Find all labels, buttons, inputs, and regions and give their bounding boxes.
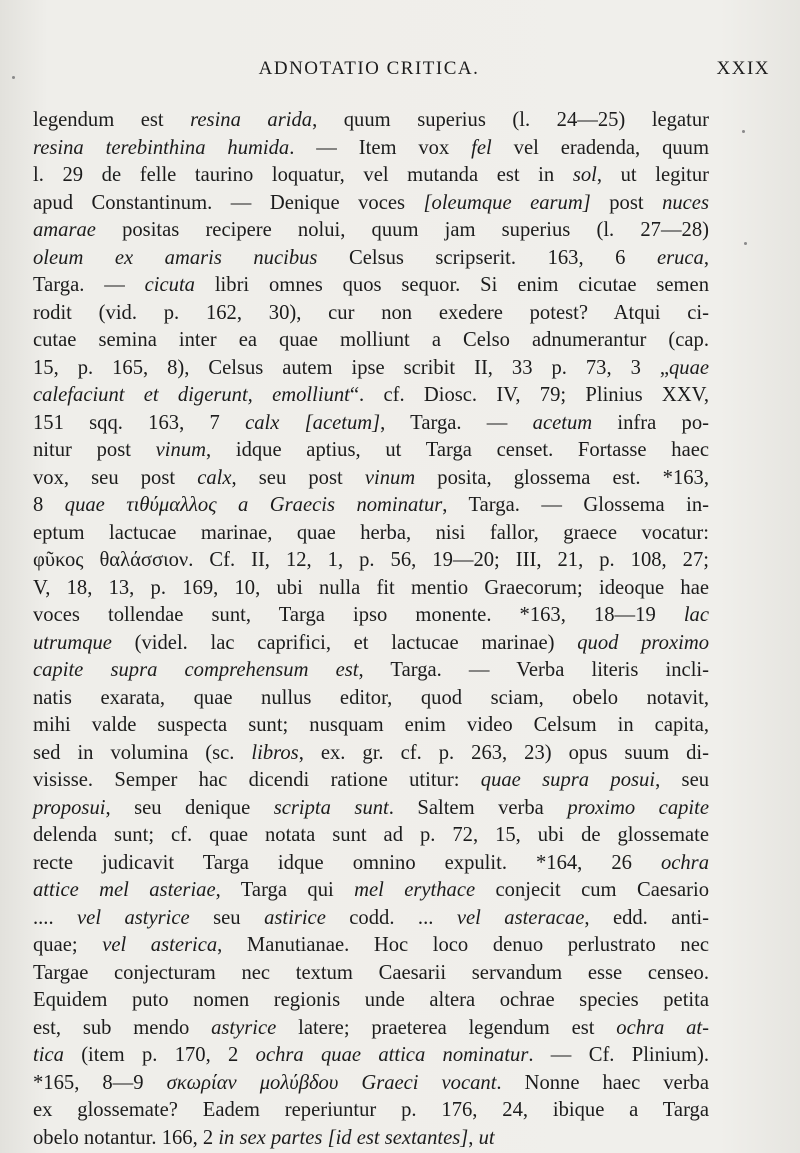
italic-segment: calx [197, 466, 232, 489]
italic-segment: proposui [33, 796, 106, 819]
italic-segment: astirice [264, 906, 326, 929]
text-line [33, 877, 709, 905]
text-line [33, 1097, 709, 1125]
text-segment: , [703, 246, 709, 269]
text-segment: apud Constantinum. — Denique voces [33, 191, 424, 214]
text-segment: post [590, 191, 663, 214]
text-line [33, 272, 709, 300]
text-segment: infra po- [592, 411, 710, 434]
text-line [33, 850, 709, 878]
text-segment: , ex. gr. cf. p. 263, 23) opus suum di- [298, 741, 710, 764]
text-segment: Celsus scripserit. 163, 6 [317, 246, 657, 269]
text-segment: , Targa. — [380, 411, 533, 434]
text-segment: V, 18, 13, p. 169, 10, ubi nulla fit mentio Graecorum; ideoque hae [33, 576, 709, 599]
text-segment: natis exarata, quae nullus editor, quod sciam, obelo notavit, [33, 686, 709, 709]
text-segment: , edd. anti- [584, 906, 710, 929]
text-segment: , quum superius (l. 24—25) legatur [312, 109, 709, 131]
text-segment: codd. ... [325, 906, 457, 929]
italic-segment: vel astyrice [77, 906, 190, 929]
italic-segment: vel asterica [102, 934, 218, 956]
text-segment: vel eradenda, quum [491, 136, 709, 159]
italic-segment: oleum ex amaris nucibus [33, 246, 318, 269]
text-segment: conjecit cum Caesario [475, 879, 710, 901]
italic-segment: attice mel asteriae [33, 879, 216, 901]
italic-segment: amarae [33, 219, 96, 241]
italic-segment: fel [471, 136, 492, 159]
text-line [33, 107, 709, 135]
italic-segment: vinum [364, 466, 416, 489]
text-segment: . Nonne haec verba [496, 1071, 709, 1094]
text-segment: “. cf. Diosc. IV, 79; Plinius XXV, [349, 384, 709, 406]
text-segment: vox, seu post [33, 466, 198, 489]
text-line [33, 1070, 709, 1098]
italic-segment: [oleumque earum] [423, 191, 591, 214]
text-line [33, 932, 709, 960]
text-segment: positas recipere nolui, quum jam superius (l. 27—28) [95, 219, 709, 241]
text-line [33, 410, 709, 438]
text-segment: recte judicavit Targa idque omnino expulit. *164, 26 [33, 851, 661, 874]
text-line [33, 630, 709, 658]
italic-segment: resina arida [190, 109, 313, 131]
text-segment: .... [33, 906, 78, 929]
text-line [33, 245, 709, 273]
text-segment: seu [189, 906, 265, 929]
text-segment: φῦκος θαλάσσιον. Cf. II, 12, 1, p. 56, 19—20; III, 21, p. 108, 27; [33, 549, 709, 571]
text-segment: Targa. — [33, 274, 145, 296]
text-segment: , seu [655, 769, 710, 791]
italic-segment: cicuta [144, 274, 195, 296]
italic-segment: quae τιθύμαλλος a Graecis nominatur [64, 494, 443, 516]
text-segment: voces tollendae sunt, Targa ipso monente. *163, 18—19 [33, 604, 684, 626]
text-segment: libri omnes quos sequor. Si enim cicutae semen [194, 274, 709, 296]
text-line [33, 575, 709, 603]
paper-speck [744, 242, 747, 245]
text-line [33, 987, 709, 1015]
text-segment: obelo notantur. 166, 2 [33, 1126, 219, 1149]
text-segment: Equidem puto nomen regionis unde altera ochrae species petita [33, 989, 709, 1011]
text-line [33, 905, 709, 933]
text-segment: . Saltem verba [388, 796, 568, 819]
paper-speck [742, 130, 745, 133]
text-segment: rodit (vid. p. 162, 30), cur non exedere potest? Atqui ci- [33, 301, 709, 324]
text-segment: 15, p. 165, 8), Celsus autem ipse scribit II, 33 p. 73, 3 „ [33, 356, 669, 379]
page-number: XXIX [716, 58, 770, 79]
italic-segment: ochra quae attica nominatur [255, 1044, 529, 1066]
text-line [33, 327, 709, 355]
italic-segment: calx [acetum] [245, 411, 381, 434]
italic-segment: σκωρίαν μολύβδου Graeci vocant [166, 1071, 497, 1094]
italic-segment: eruca [656, 246, 704, 269]
text-segment: , Manutianae. Hoc loco denuo perlustrato nec [217, 934, 709, 956]
text-line [33, 960, 709, 988]
text-segment: Targae conjecturam nec textum Caesarii servandum esse censeo. [33, 961, 709, 984]
text-line [33, 217, 709, 245]
text-segment: sed in volumina (sc. [33, 741, 252, 764]
italic-segment: mel erythace [354, 879, 476, 901]
text-segment: , Targa qui [215, 879, 355, 901]
text-segment: l. 29 de felle taurino loquatur, vel mutanda est in [33, 164, 573, 186]
text-segment: mihi valde suspecta sunt; nusquam enim video Celsum in capita, [33, 714, 709, 736]
text-segment: , idque aptius, ut Targa censet. Fortasse haec [205, 439, 710, 461]
italic-segment: quod proximo [577, 631, 709, 654]
italic-segment: tica [33, 1044, 64, 1066]
text-segment: visisse. Semper hac dicendi ratione utitur: [33, 769, 481, 791]
critical-apparatus-text [33, 107, 709, 1152]
italic-segment: vel asteracae [456, 906, 585, 929]
text-segment: , Targa. — Glossema in- [442, 494, 709, 516]
italic-segment: quae supra posui [480, 769, 656, 791]
text-segment: latere; praeterea legendum est [276, 1016, 617, 1039]
text-line [33, 547, 709, 575]
italic-segment: ochra at- [616, 1016, 709, 1039]
text-segment: 8 [33, 494, 65, 516]
italic-segment: acetum [532, 411, 593, 434]
text-line [33, 740, 709, 768]
text-line [33, 1125, 709, 1153]
text-line [33, 162, 709, 190]
italic-segment: vinum [155, 439, 206, 461]
italic-segment: sol [572, 164, 597, 186]
text-segment: , seu post [231, 466, 365, 489]
text-line [33, 492, 709, 520]
text-line [33, 712, 709, 740]
running-head-title: ADNOTATIO CRITICA. [258, 58, 480, 79]
running-head [30, 58, 770, 84]
text-line [33, 355, 709, 383]
text-line [33, 135, 709, 163]
text-segment: quae; [33, 934, 103, 956]
text-line [33, 190, 709, 218]
text-line [33, 657, 709, 685]
italic-segment: in sex partes [id est sextantes] [218, 1126, 469, 1149]
text-line [33, 767, 709, 795]
italic-segment: capite supra comprehensum est [33, 659, 359, 681]
text-line [33, 1042, 709, 1070]
italic-segment: lac [683, 604, 709, 626]
text-line [33, 300, 709, 328]
text-segment: . — Cf. Plinium). [528, 1044, 709, 1066]
text-segment: , seu denique [105, 796, 274, 819]
text-segment: *165, 8—9 [33, 1071, 167, 1094]
text-line [33, 602, 709, 630]
text-line [33, 382, 709, 410]
text-line [33, 1015, 709, 1043]
text-line [33, 822, 709, 850]
text-line [33, 685, 709, 713]
italic-segment: proximo capite [567, 796, 709, 819]
text-line [33, 437, 709, 465]
text-segment: cutae semina inter ea quae molliunt a Celso adnumerantur (cap. [33, 329, 709, 351]
text-segment: nitur post [33, 439, 156, 461]
text-segment: ex glossemate? Eadem reperiuntur p. 176, 24, ibique a Targa [33, 1099, 709, 1121]
text-segment: . — Item vox [289, 136, 472, 159]
italic-segment: ut [478, 1126, 495, 1149]
italic-segment: quae [668, 356, 709, 379]
text-line [33, 465, 709, 493]
text-line [33, 520, 709, 548]
text-segment: est, sub mendo [33, 1016, 212, 1039]
text-segment: , ut legitur [596, 164, 709, 186]
italic-segment: ochra [660, 851, 709, 874]
paper-speck [12, 76, 15, 79]
italic-segment: astyrice [211, 1016, 277, 1039]
italic-segment: nuces [662, 191, 709, 214]
italic-segment: utrumque [33, 631, 112, 654]
text-segment: eptum lactucae marinae, quae herba, nisi fallor, graece vocatur: [33, 521, 709, 544]
text-line [33, 795, 709, 823]
text-segment: , [468, 1126, 479, 1149]
text-segment: 151 sqq. 163, 7 [33, 411, 246, 434]
italic-segment: scripta sunt [273, 796, 389, 819]
italic-segment: resina terebinthina humida [33, 136, 290, 159]
text-segment: (videl. lac caprifici, et lactucae marinae) [111, 631, 578, 654]
text-segment: posita, glossema est. *163, [415, 466, 710, 489]
italic-segment: libros [251, 741, 299, 764]
text-segment: , Targa. — Verba literis incli- [358, 659, 709, 681]
text-segment: (item p. 170, 2 [63, 1044, 256, 1066]
text-segment: legendum est [33, 109, 191, 131]
italic-segment: calefaciunt et digerunt, emolliunt [33, 384, 350, 406]
text-segment: delenda sunt; cf. quae notata sunt ad p. 72, 15, ubi de glossemate [33, 824, 709, 846]
